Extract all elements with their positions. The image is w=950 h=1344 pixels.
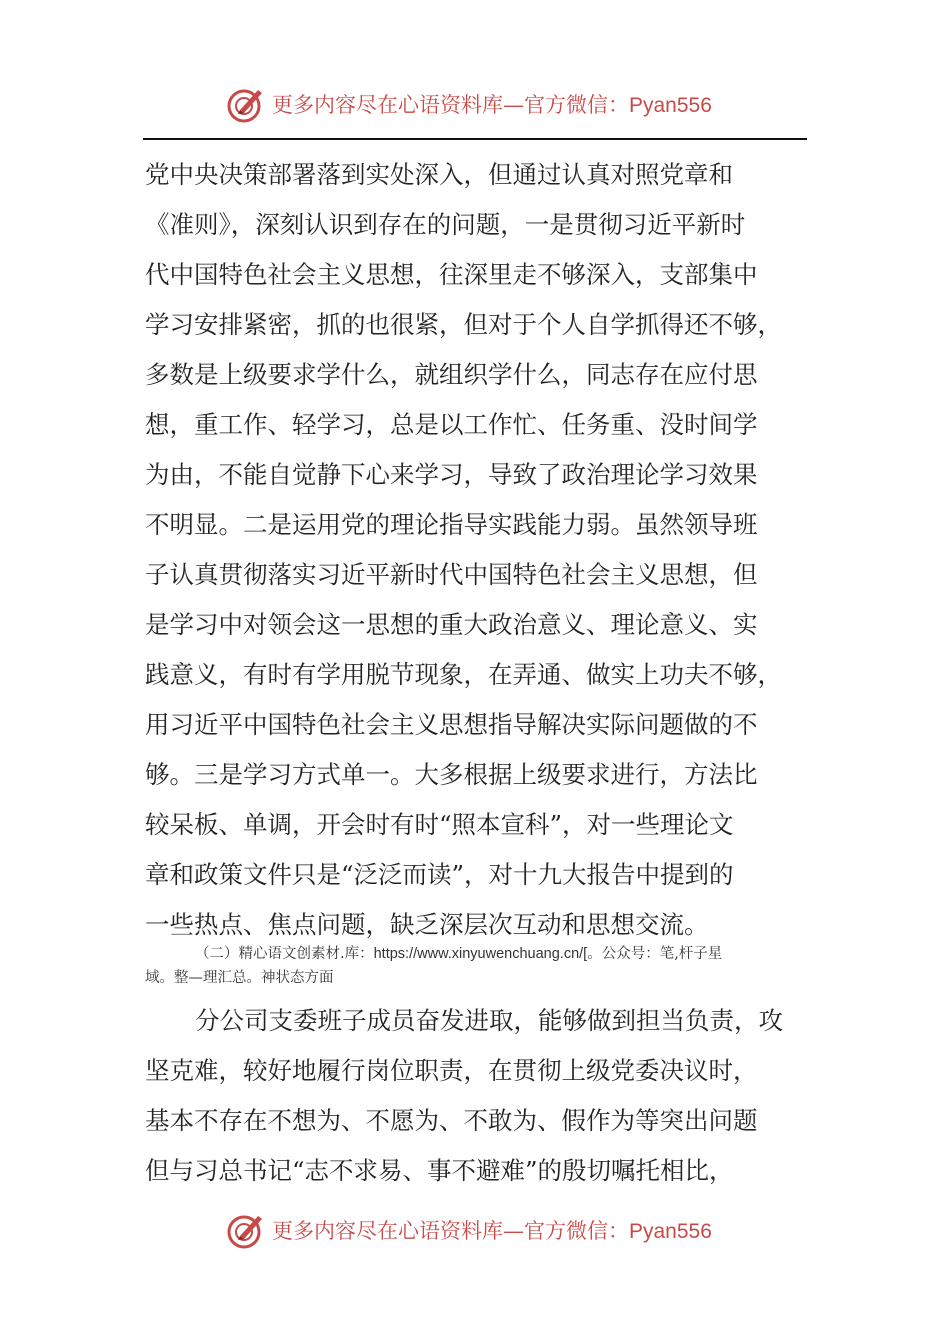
text-line: 但与习总书记“志不求易、事不避难”的殷切嘱托相比， xyxy=(145,1156,734,1185)
text-line: 一些热点、焦点问题，缺乏深层次互动和思想交流。 xyxy=(145,910,709,939)
text-line: 子认真贯彻落实习近平新时代中国特色社会主义思想，但 xyxy=(145,560,758,589)
text-line: 是学习中对领会这一思想的重大政治意义、理论意义、实 xyxy=(145,610,758,639)
note-prefix: （二）精心语文创素材.库： xyxy=(195,946,374,962)
text-line: 学习安排紧密，抓的也很紧，但对于个人自学抓得还不够， xyxy=(145,310,782,339)
text-line: 党中央决策部署落到实处深入，但通过认真对照党章和 xyxy=(145,160,733,189)
text-line: 为由，不能自觉静下心来学习，导致了政治理论学习效果 xyxy=(145,460,758,489)
note-suffix: 。公众号：笔,杆子星 xyxy=(587,946,723,962)
text-line: 基本不存在不想为、不愿为、不敢为、假作为等突出问题 xyxy=(145,1106,758,1135)
text-line: 代中国特色社会主义思想，往深里走不够深入，支部集中 xyxy=(145,260,758,289)
text-line: 分公司支委班子成员奋发进取，能够做到担当负责，攻 xyxy=(195,1006,783,1035)
footer-brand-text: 更多内容尽在心语资料库—官方微信： xyxy=(272,1219,629,1243)
text-line: 够。三是学习方式单一。大多根据上级要求进行，方法比 xyxy=(145,760,758,789)
pen-circle-logo-icon xyxy=(226,1210,266,1250)
text-line: 多数是上级要求学什么，就组织学什么，同志存在应付思 xyxy=(145,360,758,389)
text-line: 不明显。二是运用党的理论指导实践能力弱。虽然领导班 xyxy=(145,510,758,539)
text-line: 章和政策文件只是“泛泛而读”，对十九大报告中提到的 xyxy=(145,860,734,889)
header-brand-handle: Pyan556 xyxy=(629,94,712,117)
text-line: 践意义，有时有学用脱节现象，在弄通、做实上功夫不够， xyxy=(145,660,782,689)
text-line: 《准则》，深刻认识到存在的问题，一是贯彻习近平新时 xyxy=(145,210,746,239)
note-line-2: 域。整—理汇总。神状态方面 xyxy=(145,970,334,986)
paragraph-2 xyxy=(145,996,810,1196)
text-line: 用习近平中国特色社会主义思想指导解决实际问题做的不 xyxy=(145,710,758,739)
pen-circle-logo-icon xyxy=(226,84,266,124)
footer-brand-handle: Pyan556 xyxy=(629,1220,712,1243)
header-brand xyxy=(226,82,712,126)
text-line: 坚克难，较好地履行岗位职责，在贯彻上级党委决议时， xyxy=(145,1056,758,1085)
section-heading-note xyxy=(145,942,810,990)
note-url: https://www.xinyuwenchuang.cn/[ xyxy=(373,946,588,962)
text-line: 较呆板、单调，开会时有时“照本宣科”，对一些理论文 xyxy=(145,810,734,839)
header-brand-text: 更多内容尽在心语资料库—官方微信： xyxy=(272,93,629,117)
paragraph-1 xyxy=(145,150,810,950)
text-line: 想，重工作、轻学习，总是以工作忙、任务重、没时间学 xyxy=(145,410,758,439)
header-divider xyxy=(143,138,807,140)
footer-brand xyxy=(226,1208,712,1252)
